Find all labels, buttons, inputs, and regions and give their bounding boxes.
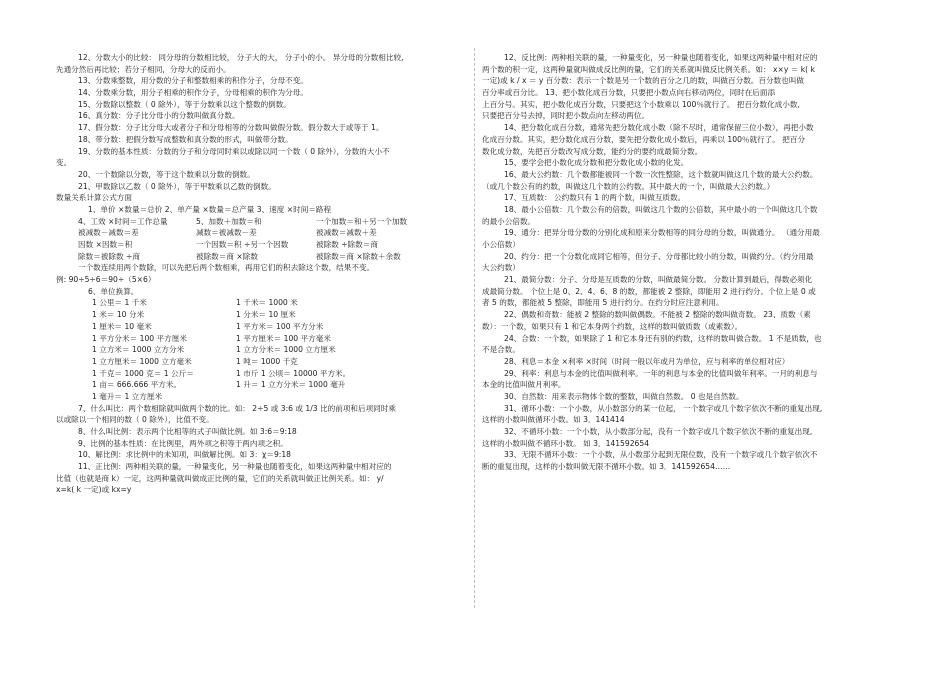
text-line: 20、一个数除以分数，等于这个数乘以分数的倒数。 (78, 169, 255, 179)
text-line: 14、把分数化成百分数，通常先把分数化成小数（除不尽时，通常保留三位小数），再把小数 (504, 123, 814, 133)
text-line: 10、解比例：求比例中的未知项，叫做解比例。如 3：χ＝9:18 (78, 450, 292, 460)
text-line: 变。 (56, 158, 72, 168)
unit-cell: 1 平方分米＝ 100 平方厘米 (92, 333, 187, 343)
text-line: 16、最大公约数：几个数都能被同一个数一次性整除，这个数就叫做这几个数的最大公约数。 (504, 169, 818, 179)
formula-table (56, 216, 468, 263)
formula-cell: 4、工效 ×时间＝工作总量 (78, 216, 168, 226)
right-column (482, 52, 892, 473)
formula-cell: 被减数－减数＝差 (78, 228, 139, 238)
left-column (56, 52, 468, 496)
text-line: 本金的比值叫做月利率。 (482, 380, 566, 390)
text-line: 29、利率：利息与本金的比值叫做利率。一年的利息与本金的比值叫做年利率。一月的利息与 (504, 368, 818, 378)
formula-cell: 被除数＝商 ×除数＋余数 (316, 251, 401, 261)
formula-cell: 除数＝被除数 ÷商 (78, 251, 140, 261)
column-divider (474, 48, 475, 608)
unit-cell: 1 立方分米＝ 1000 立方厘米 (236, 345, 336, 355)
formula-line: 1、单价 ×数量＝总价 2、单产量 ×数量＝总产量 3、速度 ×时间＝路程 (88, 204, 332, 214)
text-line: 断的重复出现，这样的小数叫做无限不循环小数。如 3．141592654…… (482, 462, 731, 472)
unit-row (56, 309, 468, 321)
unit-cell: 1 平方厘米＝ 100 平方毫米 (236, 333, 331, 343)
text-line: 比值（也就是商 k）一定，这两种量就叫做成正比例的量，它们的关系就叫做正比例关系。如： y/ (56, 473, 384, 483)
text-line: 9、比例的基本性质：在比例里，两外项之积等于两内项之积。 (78, 438, 288, 448)
text-line: 19、分数的基本性质：分数的分子和分母同时乘以或除以同一个数（ 0 除外），分数的大小不 (78, 146, 390, 156)
unit-row (56, 379, 468, 391)
text-line: 17、假分数：分子比分母大或者分子和分母相等的分数叫做假分数。假分数大于或等于 1。 (78, 123, 384, 133)
text-line: 大公约数） (482, 263, 520, 273)
unit-cell: 1 公里＝ 1 千米 (92, 298, 147, 308)
text-line: 15、分数除以整数（ 0 除外），等于分数乘以这个整数的倒数。 (78, 99, 291, 109)
text-line: 8、什么叫比例：表示两个比相等的式子叫做比例。如 3:6＝9:18 (78, 427, 297, 436)
text-line: 先通分然后再比较；若分子相同，分母大的反而小。 (56, 64, 231, 74)
unit-row (56, 368, 468, 380)
text-line: 21、最简分数：分子、分母是互质数的分数，叫做最简分数。 分数计算到最后，得数必须化 (504, 275, 813, 285)
text-line: x=k( k 一定)或 kx=y (56, 485, 132, 495)
formula-cell: 被除数＝商 ×除数 (196, 251, 258, 261)
text-line: （或几个数公有的约数，叫做这几个数的公约数。其中最大的一个，叫做最大公约数。） (482, 181, 775, 191)
text-line: 18、带分数：把假分数写成整数和真分数的形式，叫做带分数。 (78, 134, 293, 144)
text-line: 12、分数大小的比较： 同分母的分数相比较， 分子大的大， 分子小的小。 异分母的分数相比较, (78, 53, 404, 62)
unit-conversion-table (56, 297, 468, 402)
text-line: 小公倍数） (482, 240, 520, 249)
text-line: 只要把百分号去掉，同时把小数点向左移动两位。 (482, 111, 650, 121)
text-line: 成最简分数。 个位上是 0、2、4、6、8 的数，都能被 2 整除，即能用 2 进行约分。个位上是 0 或 (482, 286, 816, 296)
unit-cell: 1 立方厘米＝ 1000 立方毫米 (92, 356, 192, 366)
text-line: 这样的小数叫做循环小数。如 3．141414 (482, 415, 625, 425)
formula-cell: 一个加数＝和＋另一个加数 (316, 216, 408, 226)
formula-row (56, 251, 468, 263)
text-line: 的最小公倍数。 (482, 216, 536, 226)
formula-row (56, 216, 468, 228)
text-line: 这样的小数叫做不循环小数。 如 3．141592654 (482, 438, 650, 448)
unit-cell: 1 米＝ 10 分米 (92, 310, 145, 320)
unit-row (56, 297, 468, 309)
text-line: 数量关系计算公式方面 (56, 193, 132, 203)
formula-cell: 5、加数＋加数＝和 (196, 216, 262, 226)
unit-row (56, 333, 468, 345)
text-line: 百分率或百分比。 13、把小数化成百分数，只要把小数点向右移动两位，同时在后面添 (482, 88, 776, 98)
left-top-section (56, 52, 468, 204)
left-bottom-section (56, 403, 468, 497)
text-line: 13、分数乘整数，用分数的分子和整数相乘的积作分子，分母不变。 (78, 76, 308, 86)
text-line: 24、合数：一个数，如果除了 1 和它本身还有别的约数，这样的数叫做合数。 1 不是质数，也 (504, 333, 822, 343)
text-line: 15、要学会把小数化成分数和把分数化成小数的化发。 (504, 158, 689, 168)
text-line: 14、分数乘分数，用分子相乘的积作分子，分母相乘的积作为分母。 (78, 88, 308, 98)
text-line: 17、互质数： 公约数只有 1 的两个数，叫做互质数。 (504, 193, 686, 203)
left-mid-section (56, 262, 468, 297)
text-line: 不是合数。 (482, 345, 520, 355)
formula-row (56, 227, 468, 239)
text-line: 两个数的积一定，这两种量就叫做成反比例的量，它们的关系就叫做反比例关系。如： x×y ＝ k( k (482, 64, 815, 74)
text-line: 一定)或 k / x ＝ y 百分数：表示一个数是另一个数的百分之几的数，叫做百分数。百分数也叫做 (482, 76, 804, 86)
text-line: 16、真分数：分子比分母小的分数叫做真分数。 (78, 111, 240, 121)
unit-cell: 1 厘米＝ 10 毫米 (92, 321, 152, 331)
unit-cell: 1 升＝ 1 立方分米＝ 1000 毫升 (236, 380, 346, 390)
unit-row (56, 321, 468, 333)
text-line: 化成百分数。其实，把分数化成百分数，要先把分数化成小数后，再乘以 100％就行了。 把百分 (482, 134, 806, 144)
text-line: 6、单位换算。 (88, 286, 139, 296)
unit-cell: 1 吨＝ 1000 千克 (236, 356, 298, 366)
text-line: 一个数连续用两个数除，可以先把后两个数相乘，再用它们的积去除这个数，结果不变。 (78, 263, 375, 273)
text-line: 28、利息＝本金 ×利率 ×时间（时间一般以年或月为单位，应与利率的单位相对应） (504, 356, 790, 366)
formula-cell: 被减数＝减数＋差 (316, 228, 377, 238)
unit-row (56, 356, 468, 368)
text-line: 19、通分：把异分母分数的分别化成和原来分数相等的同分母的分数，叫做通分。 （通分用最 (504, 228, 820, 238)
text-line: 33、无限不循环小数：一个小数，从小数部分起到无限位数，没有一个数字或几个数字依次不 (504, 450, 818, 460)
text-line: 31、循环小数：一个小数，从小数部分的某一位起， 一个数字或几个数字依次不断的重复出现, (504, 403, 823, 413)
text-line: 30、自然数：用来表示物体个数的整数，叫做自然数。 0 也是自然数。 (504, 391, 744, 401)
unit-cell: 1 亩＝ 666.666 平方米。 (92, 380, 182, 390)
unit-cell: 1 市斤 1 公顷＝ 10000 平方米。 (236, 368, 351, 378)
formula-cell: 被除数 ÷除数＝商 (316, 240, 378, 249)
formula-row (56, 239, 468, 251)
formula-cell: 减数＝被减数－差 (196, 228, 257, 238)
text-line: 18、最小公倍数：几个数公有的倍数，叫做这几个数的公倍数，其中最小的一个叫做这几个数 (504, 204, 818, 214)
text-line: 以或除以一个相同的数（ 0 除外），比值不变。 (56, 415, 214, 425)
text-line: 7、什么叫比：两个数相除就叫做两个数的比。如： 2÷5 或 3:6 或 1/3 比的前项和后项同时乘 (78, 403, 396, 413)
unit-cell: 1 分米＝ 10 厘米 (236, 310, 296, 320)
formula-cell: 因数 ×因数＝积 (78, 240, 133, 249)
text-line: 11、正比例：两种相关联的量，一种量变化，另一种量也随着变化，如果这两种量中相对应的 (78, 462, 392, 472)
text-line: 22、偶数和奇数：能被 2 整除的数叫做偶数。不能被 2 整除的数叫做奇数。 23、质数（素 (504, 310, 811, 320)
text-line: 数化成分数，先把百分数改写成分数，能约分的要约成最简分数。 (482, 146, 703, 156)
unit-row (56, 391, 468, 403)
text-line: 21、甲数除以乙数（ 0 除外），等于甲数乘以乙数的倒数。 (78, 181, 276, 191)
unit-cell: 1 立方米＝ 1000 立方分米 (92, 345, 185, 355)
unit-row (56, 344, 468, 356)
formula-cell: 一个因数＝积 ÷另一个因数 (196, 240, 289, 249)
text-line: 例: 90÷5÷6＝90÷（5×6） (56, 275, 156, 285)
unit-cell: 1 千克＝ 1000 克＝ 1 公斤＝ (92, 368, 194, 378)
text-line: 12、反比例：两种相关联的量，一种量变化，另一种量也随着变化，如果这两种量中相对应的 (504, 53, 818, 62)
unit-cell: 1 平方米＝ 100 平方分米 (236, 321, 324, 331)
text-line: 32、不循环小数：一个小数，从小数部分起，没有一个数字或几个数字依次不断的重复出现, (504, 427, 813, 436)
text-line: 20、约分：把一个分数化成同它相等，但分子、分母都比较小的分数，叫做约分。（约分用最 (504, 251, 814, 261)
unit-cell: 1 毫升＝ 1 立方厘米 (92, 391, 163, 401)
text-line: 上百分号。其实，把小数化成百分数，只要把这个小数乘以 100％就行了。 把百分数化成小数, (482, 99, 800, 109)
unit-cell: 1 千米＝ 1000 米 (236, 298, 298, 308)
right-section (482, 52, 892, 473)
text-line: 数）：一个数，如果只有 1 和它本身两个约数，这样的数叫做质数（或素数）。 (482, 321, 743, 331)
text-line: 者 5 的数，都能被 5 整除，即能用 5 进行约分。在约分时应注意利用。 (482, 298, 724, 308)
